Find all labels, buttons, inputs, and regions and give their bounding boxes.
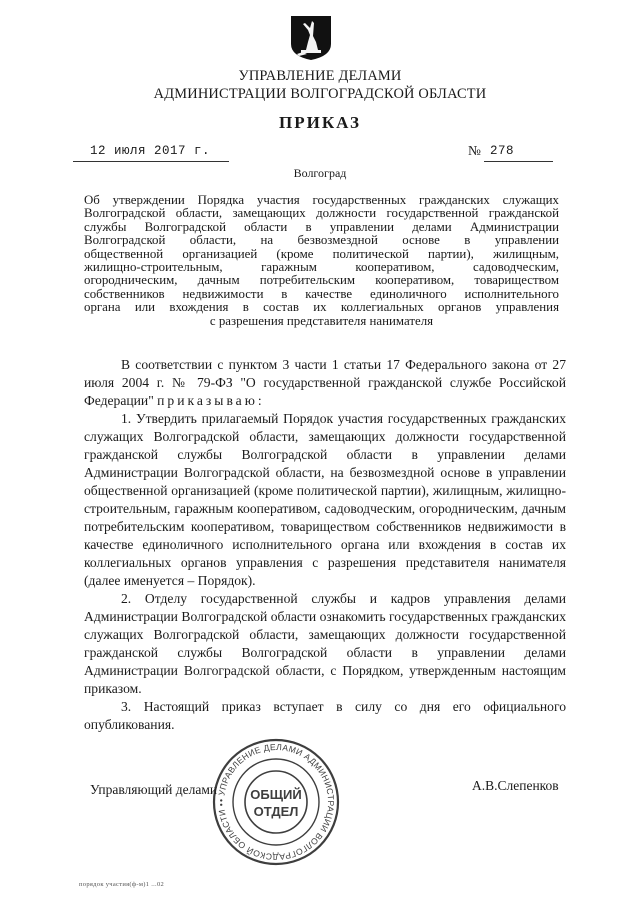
stamp-center-line2: ОТДЕЛ xyxy=(253,804,299,819)
subject-line: службы Волгоградской области в управлении делами Администрации xyxy=(84,219,559,234)
signer-name: А.В.Слепенков xyxy=(472,778,559,793)
preamble-paragraph xyxy=(84,356,566,410)
subject-line: огородническим, дачным потребительским кооперативом, товариществом xyxy=(84,273,559,288)
stamp-ring-text: • УПРАВЛЕНИЕ ДЕЛАМИ АДМИНИСТРАЦИИ ВОЛГОГРАДСКОЙ ОБЛАСТИ • xyxy=(215,741,337,863)
order-item-1: 1. Утвердить прилагаемый Порядок участия государственных гражданских служащих Волгоградской области, замещающих должности государственной гражданской службы Волгоградской области в управлении делами Администрации Волгоградской области, на безвозмездной основе в управлении общественной организацией (кроме политической партии), жилищным, жилищно-строительным, гаражным кооперативом, садоводческим, огородническим, дачным потребительским кооперативом, товариществом собственников недвижимости в качестве единоличного исполнительного органа или вхождения в состав их коллегиальных органов управления с разрешения представителя нанимателя (далее именуется – Порядок). xyxy=(84,411,566,588)
subject-line: жилищно-строительным, гаражным кооперативом, садоводческим, xyxy=(84,260,559,275)
order-item-2: 2. Отделу государственной службы и кадров управления делами Администрации Волгоградской области ознакомить государственных гражданских служащих Волгоградской области, замещающих должности государственной гражданской службы Волгоградской области в управлении делами Администрации Волгоградской области, с Порядком, утвержденным настоящим приказом. xyxy=(84,591,566,696)
document-title: ПРИКАЗ xyxy=(279,113,361,132)
subject-line: собственников недвижимости в качестве единоличного исполнительного xyxy=(84,286,559,301)
official-stamp xyxy=(210,736,342,868)
number-sign: № xyxy=(468,143,481,158)
subject-line: с разрешения представителя нанимателя xyxy=(209,313,434,328)
subject-line: Об утверждении Порядка участия государственных гражданских служащих xyxy=(84,193,559,207)
document-date: 12 июля 2017 г. xyxy=(90,144,211,158)
order-word: приказываю: xyxy=(157,393,265,408)
subject-line: органа или вхождения в состав их коллегиальных органов управления xyxy=(84,300,559,315)
number-field xyxy=(484,145,553,162)
subject-line: Волгоградской области, замещающих должности государственной гражданской xyxy=(84,206,559,221)
date-field xyxy=(73,145,229,162)
signer-position: Управляющий делами xyxy=(90,782,218,797)
subject-line: общественной организацией (кроме политической партии), жилищным, xyxy=(84,246,559,261)
city-name: Волгоград xyxy=(293,166,347,180)
file-reference: порядок участия(ф-м)1 ...02 xyxy=(79,881,165,888)
order-item-3: 3. Настоящий приказ вступает в силу со дня его официального опубликования. xyxy=(84,699,566,732)
org-name-line1: УПРАВЛЕНИЕ ДЕЛАМИ xyxy=(238,68,402,84)
document-subject xyxy=(84,194,559,328)
stamp-center-line1: ОБЩИЙ xyxy=(250,787,302,802)
org-name-line2: АДМИНИСТРАЦИИ ВОЛГОГРАДСКОЙ ОБЛАСТИ xyxy=(153,86,487,102)
document-body xyxy=(84,356,566,734)
document-number: 278 xyxy=(490,144,515,158)
volgograd-coat-of-arms-icon xyxy=(289,14,333,61)
preamble-text: В соответствии с пунктом 3 части 1 статьи 17 Федерального закона от 27 июля 2004 г. № 79-ФЗ "О государственной гражданской службе Российской Федерации" xyxy=(84,357,566,408)
subject-line: Волгоградской области, на безвозмездной основе в управлении xyxy=(84,233,559,248)
